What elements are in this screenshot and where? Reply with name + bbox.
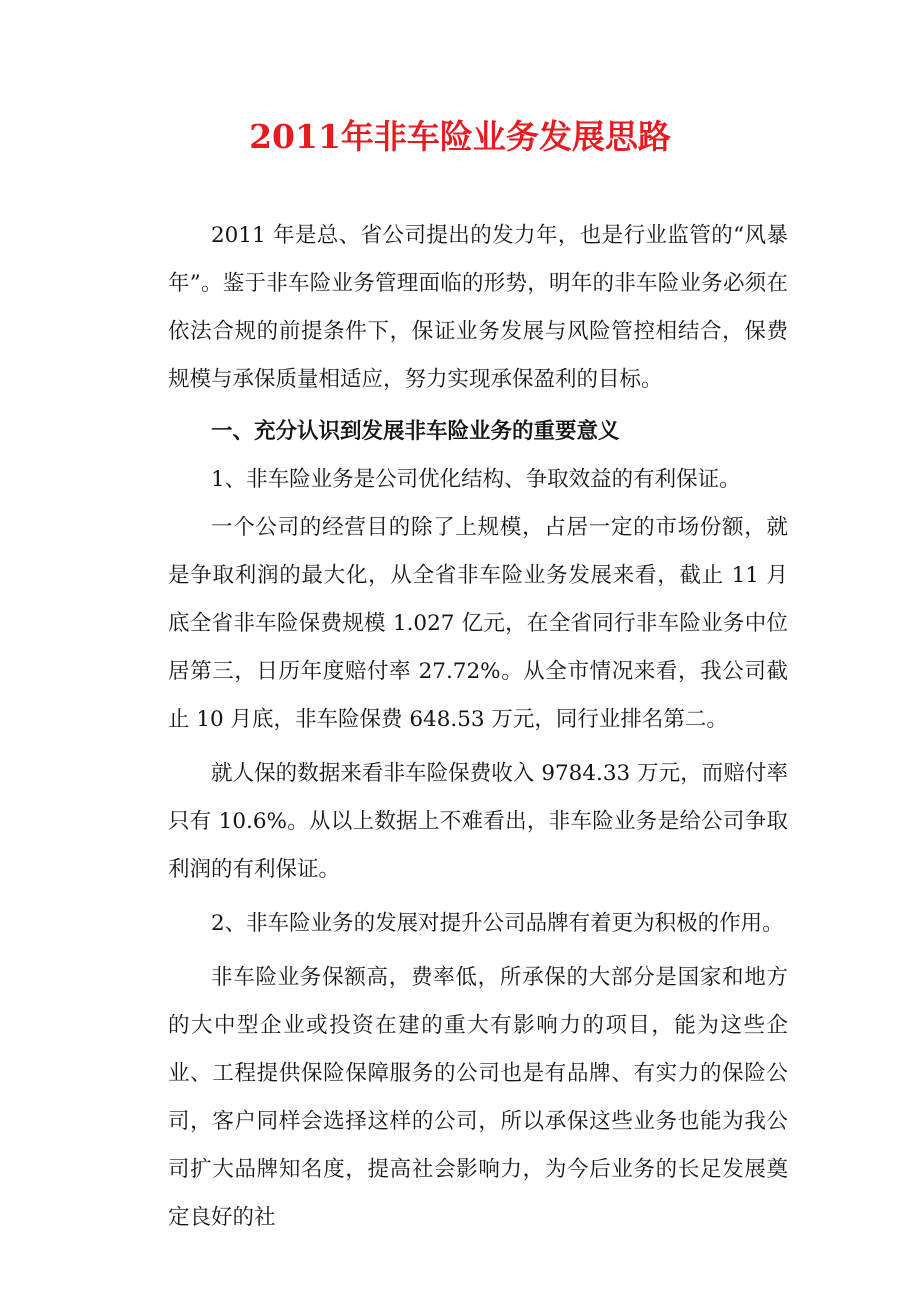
paragraph-intro: 2011 年是总、省公司提出的发力年，也是行业监管的“风暴年”。鉴于非车险业务管理面临的形势，明年的非车险业务必须在依法合规的前提条件下，保证业务发展与风险管控相结合，保费规模与承保质量相适应，努力实现承保盈利的目标。 bbox=[168, 223, 788, 392]
subheading-2: 2、非车险业务的发展对提升公司品牌有着更为积极的作用。 bbox=[211, 911, 784, 936]
section-heading-1: 一、充分认识到发展非车险业务的重要意义 bbox=[211, 419, 620, 444]
paragraph-picc-data: 就人保的数据来看非车险保费收入 9784.33 万元，而赔付率只有 10.6%。从以上数据上不难看出，非车险业务是给公司争取利润的有利保证。 bbox=[168, 761, 788, 882]
subheading-1: 1、非车险业务是公司优化结构、争取效益的有利保证。 bbox=[211, 467, 741, 492]
document-body bbox=[168, 212, 788, 1242]
paragraph-profit: 一个公司的经营目的除了上规模，占居一定的市场份额，就是争取利润的最大化，从全省非车险业务发展来看，截止 11 月底全省非车险保费规模 1.027 亿元，在全省同行非车险业务中位居第三，日历年度赔付率 27.72%。从全市情况来看，我公司截止 10 月底，非车险保费 648.53 万元，同行业排名第二。 bbox=[168, 515, 788, 732]
document-title: 2011年非车险业务发展思路 bbox=[249, 117, 671, 156]
paragraph-brand: 非车险业务保额高，费率低，所承保的大部分是国家和地方的大中型企业或投资在建的重大有影响力的项目，能为这些企业、工程提供保险保障服务的公司也是有品牌、有实力的保险公司，客户同样会选择这样的公司，所以承保这些业务也能为我公司扩大品牌知名度，提高社会影响力，为今后业务的长足发展奠定良好的社 bbox=[168, 965, 788, 1230]
